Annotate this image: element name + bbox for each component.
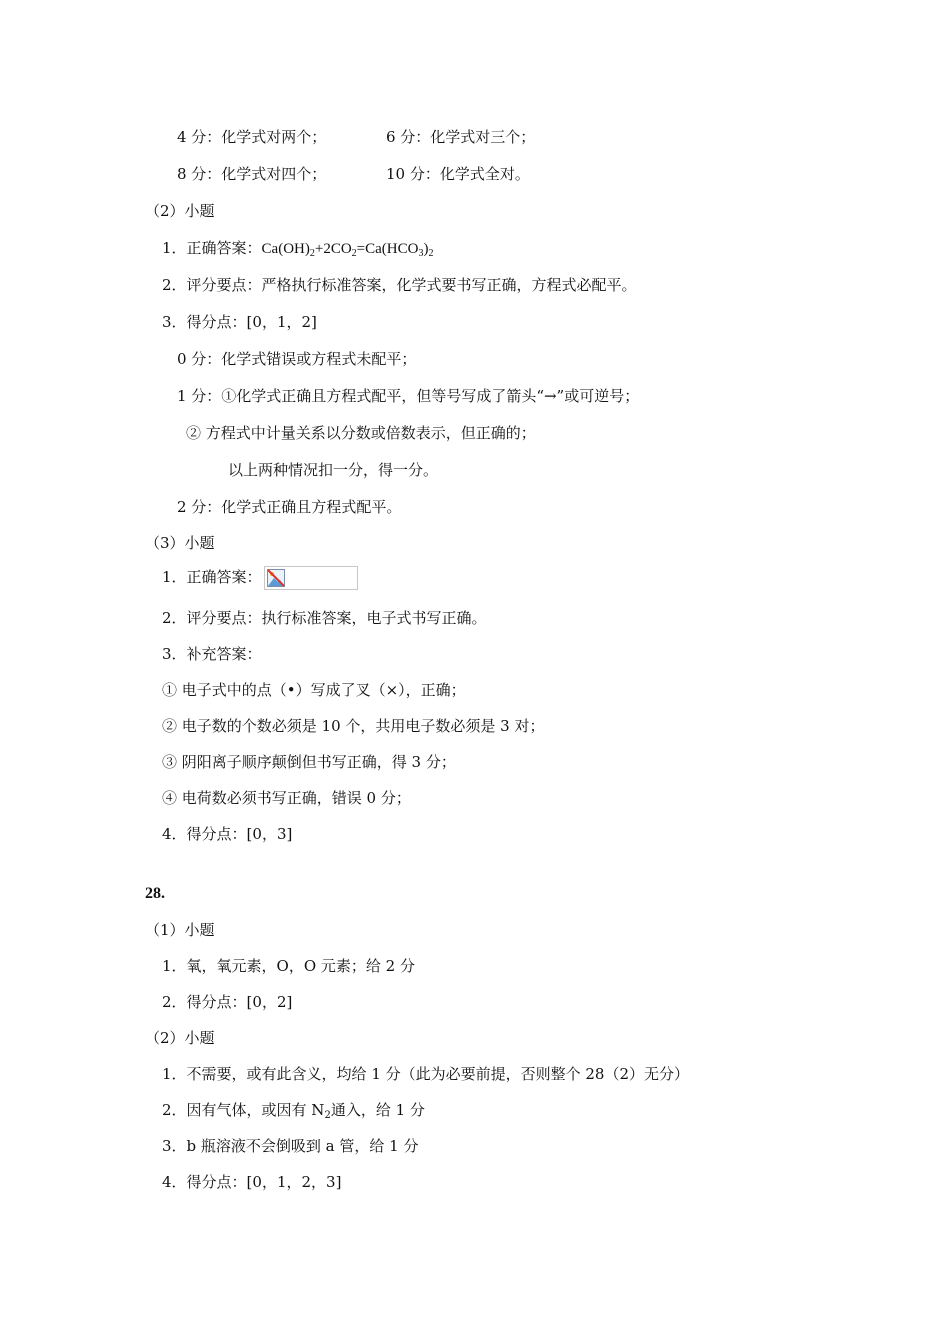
part3-heading: （3）小题 [145, 534, 215, 552]
part2-item2: 2．评分要点：严格执行标准答案，化学式要书写正确，方程式必配平。 [162, 276, 637, 294]
chemical-formula: $Ca(OH)_2+2CO_2=Ca(HCO_3)_2$ [261, 241, 434, 259]
part2-score2: 2 分：化学式正确且方程式配平。 [177, 498, 402, 516]
part3-c2: ② 电子数的个数必须是 10 个，共用电子数必须是 3 对； [162, 717, 545, 735]
q28-part1-heading: （1）小题 [145, 921, 215, 939]
part3-c1: ① 电子式中的点（•）写成了叉（×），正确； [162, 681, 466, 699]
q28-part2-item4: 4．得分点：[0，1，2，3] [162, 1173, 342, 1191]
part3-item2: 2．评分要点：执行标准答案，电子式书写正确。 [162, 609, 487, 627]
answer-label: 1．正确答案： [162, 568, 262, 586]
part2-score1: 1 分：①化学式正确且方程式配平，但等号写成了箭头“→”或可逆号； [177, 387, 640, 405]
q28-part2-item3: 3．b 瓶溶液不会倒吸到 a 管，给 1 分 [162, 1137, 419, 1155]
score-4-line: 4 分：化学式对两个； [177, 128, 327, 146]
part2-item3: 3．得分点：[0，1，2] [162, 313, 317, 331]
q28-part1-item1: 1．氧，氧元素，O，O 元素；给 2 分 [162, 957, 415, 975]
part2-answer [162, 238, 433, 259]
q28-part1-item2: 2．得分点：[0，2] [162, 993, 293, 1011]
part3-c4: ④ 电荷数必须书写正确，错误 0 分； [162, 789, 411, 807]
score-8-line: 8 分：化学式对四个； [177, 165, 327, 183]
part2-heading: （2）小题 [145, 202, 215, 220]
part2-score0: 0 分：化学式错误或方程式未配平； [177, 350, 417, 368]
q28-part2-item1: 1．不需要，或有此含义，均给 1 分（此为必要前提，否则整个 28（2）无分） [162, 1065, 690, 1083]
q28-part2-heading: （2）小题 [145, 1029, 215, 1047]
answer-label: 1．正确答案： [162, 239, 262, 257]
broken-image-icon [264, 566, 358, 590]
part3-item3: 3．补充答案： [162, 645, 262, 663]
part2-score1c: 以上两种情况扣一分，得一分。 [228, 461, 439, 479]
q28-part2-item2: 2．因有气体，或因有 $N_2$通入，给 1 分 [162, 1101, 425, 1121]
part2-score1b: ② 方程式中计量关系以分数或倍数表示，但正确的； [186, 424, 536, 442]
part3-answer [162, 566, 358, 590]
question-number: 28. [145, 885, 165, 902]
part3-item4: 4．得分点：[0，3] [162, 825, 293, 843]
part3-c3: ③ 阴阳离子顺序颠倒但书写正确，得 3 分； [162, 753, 456, 771]
score-6-line: 6 分：化学式对三个； [386, 128, 536, 146]
score-10-line: 10 分：化学式全对。 [386, 165, 530, 183]
